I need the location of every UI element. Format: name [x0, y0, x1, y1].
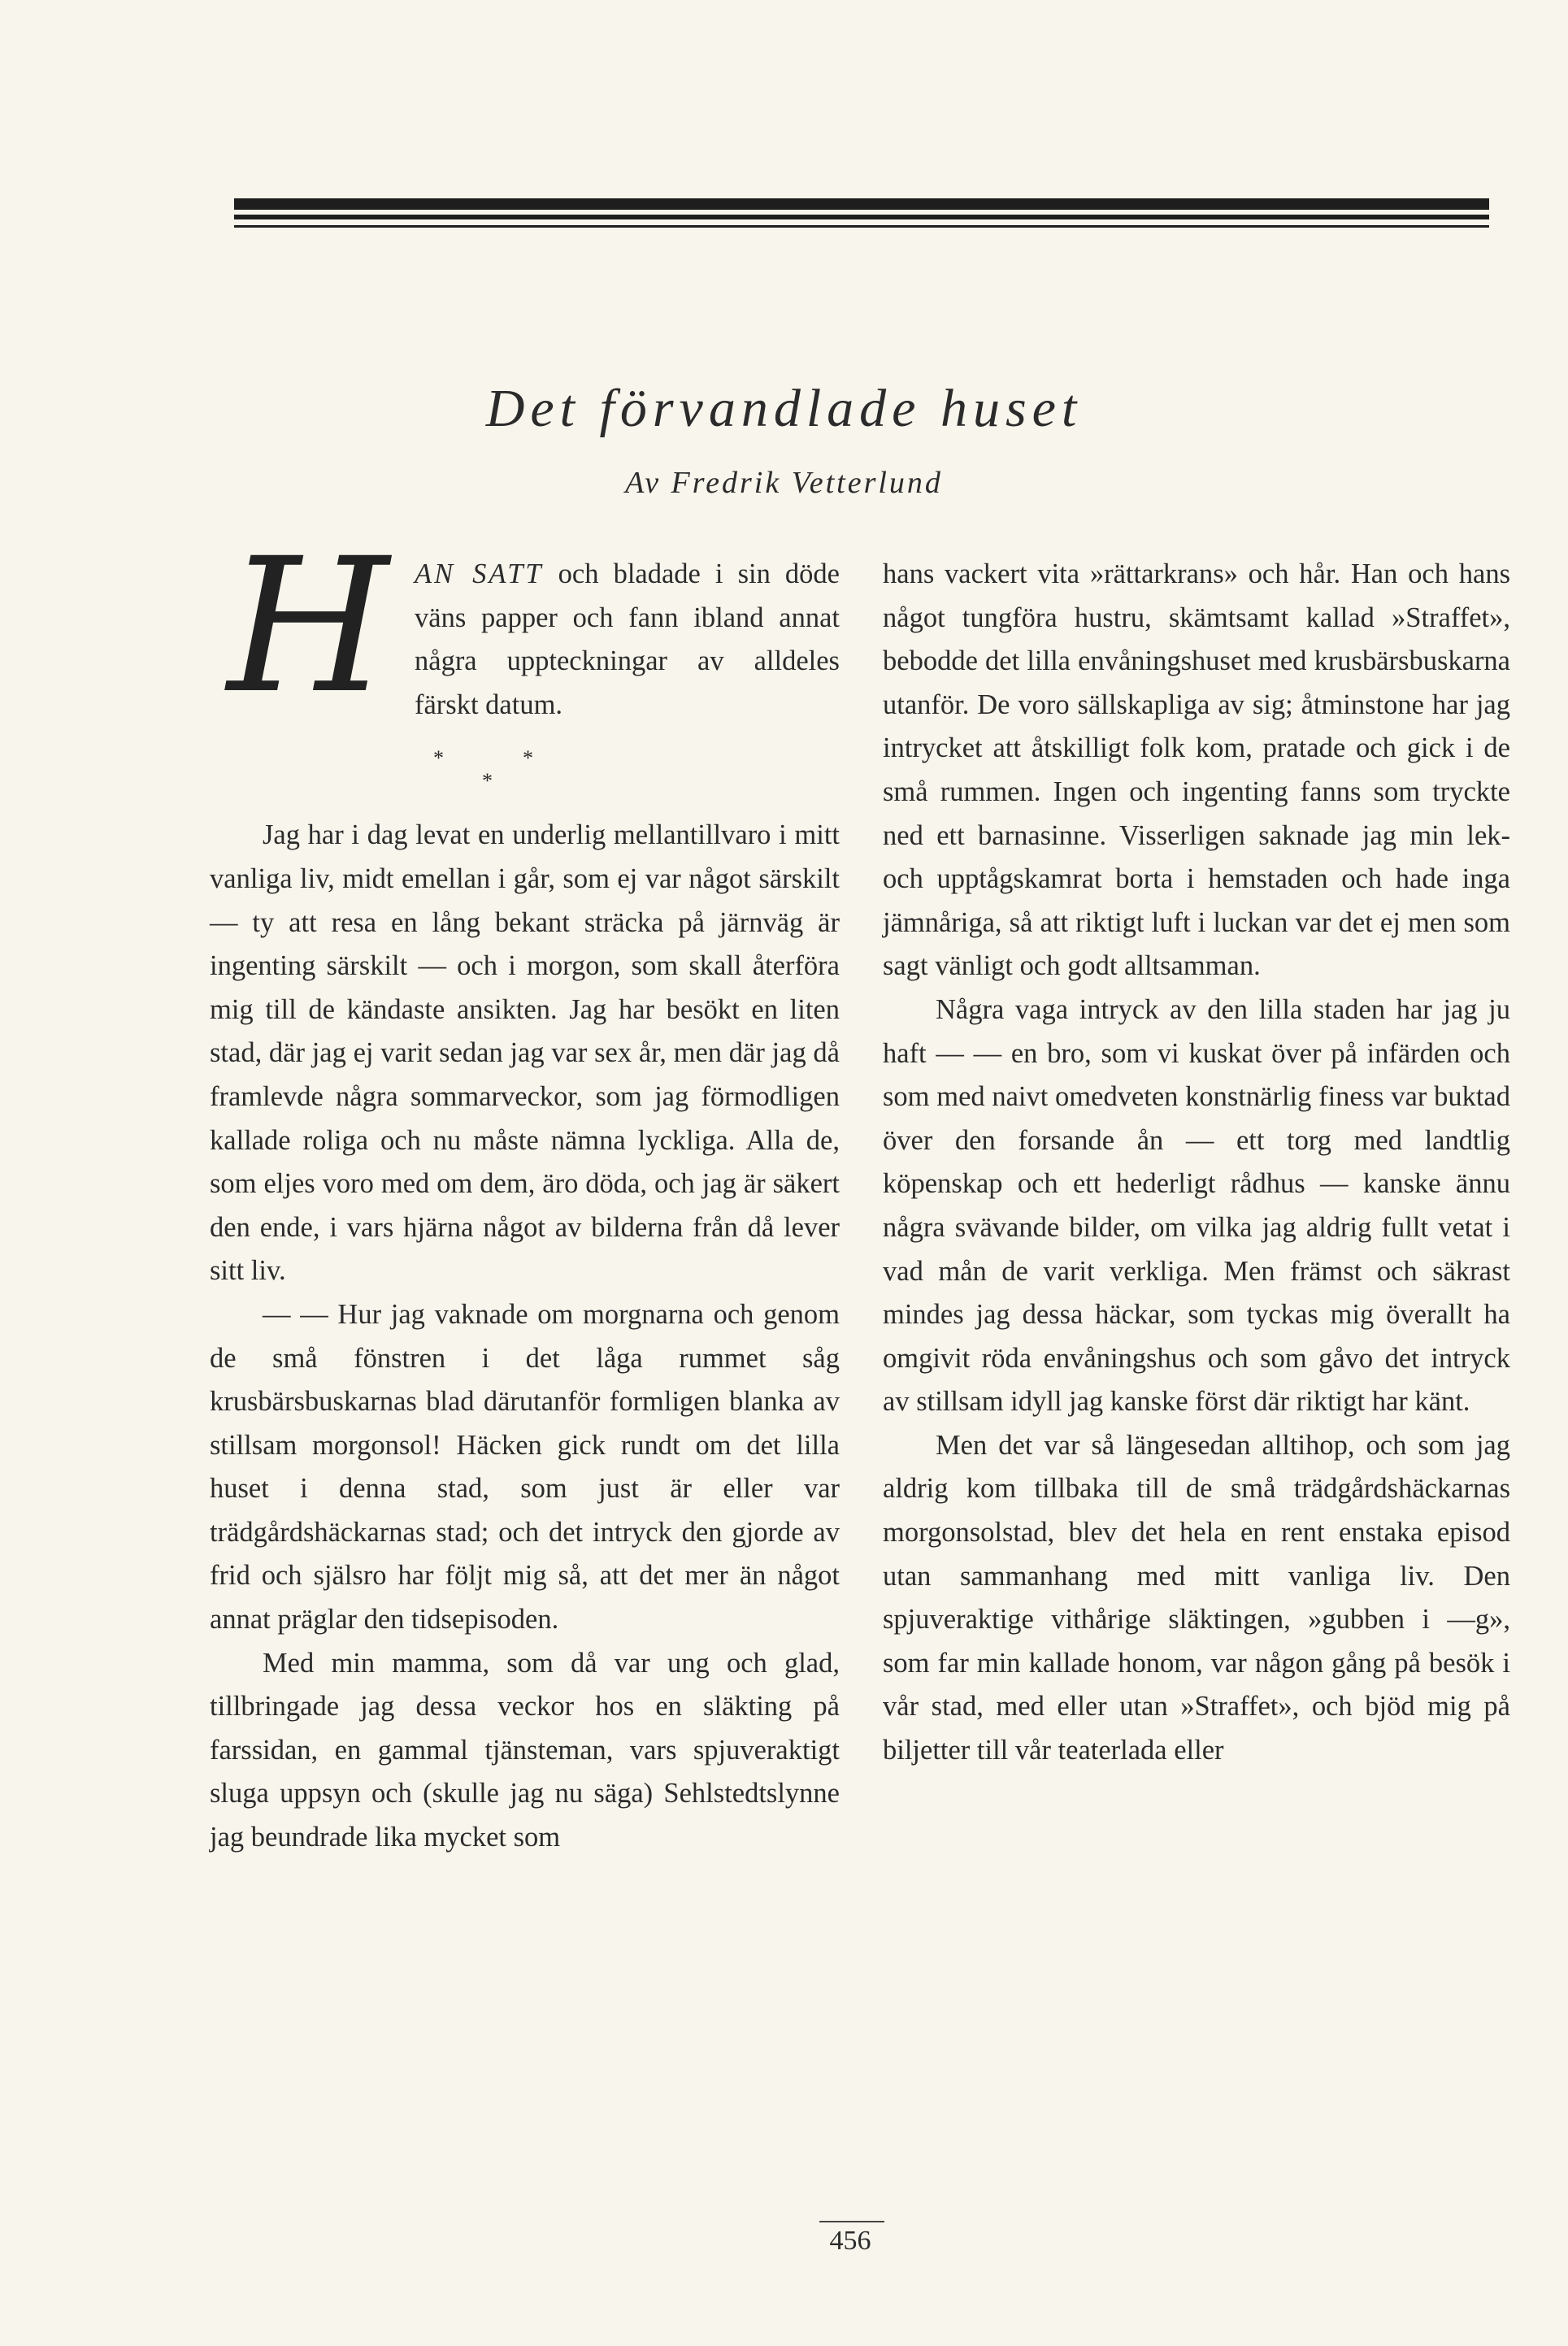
section-separator — [210, 727, 840, 814]
page-number: 456 — [829, 2226, 871, 2256]
header-rule-medium — [234, 215, 1489, 219]
paragraph: Med min mamma, som då var ung och glad, tillbringade jag dessa veckor hos en släkting på farssidan, en gammal tjänsteman, vars spjuveraktigt sluga uppsyn och (skulle jag nu säga) Sehlstedtslynne jag beundrade lika mycket som — [210, 1647, 840, 1853]
paragraph: Jag har i dag levat en underlig mellantillvaro i mitt vanliga liv, midt emellan i går, som ej var något särskilt — ty att resa en lång bekant sträcka på järnväg är ingenting särskilt — och i morgon, som skall återföra mig till de kändaste ansikten. Jag har besökt en liten stad, där jag ej varit sedan jag var sex år, men där jag då framlevde några sommarveckor, som jag förmodligen kallade roliga och nu måste nämna lyckliga. Alla de, som eljes voro med om dem, äro döda, och jag är säkert den ende, i vars hjärna något av bilderna från då lever sitt liv. — [210, 819, 840, 1287]
article-title: Det förvandlade huset — [485, 379, 1083, 438]
paragraph: Några vaga intryck av den lilla staden har jag ju haft — — en bro, som vi kuskat över på infärden och som med naivt omedveten konstnärlig finess var buktad över den forsande ån — ett torg med landtlig köpenskap och ett hederligt rådhus — kanske ännu några svävande bilder, om vilka jag aldrig fullt vetat i vad mån de varit verkliga. Men främst och säkrast mindes jag dessa häckar, som tyckas mig överallt ha omgivit röda envåningshus och som gåvo det intryck av stillsam idyll jag kanske först där riktigt har känt. — [883, 993, 1510, 1418]
opening-smallcaps: AN SATT — [415, 558, 544, 589]
article-byline: Av Fredrik Vetterlund — [625, 466, 943, 500]
opening-paragraph — [210, 518, 840, 734]
right-column — [883, 553, 1510, 1773]
header-rule-thick — [234, 198, 1489, 210]
paragraph: — — Hur jag vaknade om morgnarna och genom de små fönstren i det låga rummet såg krusbärsbuskarnas blad därutanför formligen blanka av stillsam morgonsol! Häcken gick rundt om det lilla huset i denna stad, som just är eller var trädgårdshäckarnas stad; och det intryck den gjorde av frid och själsro har följt mig så, att det mer än något annat präglar den tidsepisoden. — [210, 1298, 840, 1636]
paragraph: hans vackert vita »rättarkrans» och hår. Han och hans något tungföra hustru, skämtsamt kallad »Straffet», bebodde det lilla envåningshuset med krusbärsbuskarna utanför. De voro sällskapliga av sig; åtminstone har jag intrycket att åtskilligt folk kom, pratade och gick i de små rummen. Ingen och ingenting fanns som tryckte ned ett barnasinne. Visserligen saknade jag min lek- och upptågskamrat borta i hemstaden och hade inga jämnåriga, så att riktigt luft i luckan var det ej men som sagt vänligt och godt alltsamman. — [883, 558, 1510, 982]
opening-text: och bladade i sin döde väns papper och fann ibland annat några uppteckningar av alldeles färskt datum. — [415, 558, 840, 720]
header-rule-thin — [234, 225, 1489, 228]
header-rules — [234, 198, 1489, 232]
paragraph: Men det var så längesedan alltihop, och som jag aldrig kom tillbaka till de små trädgårdshäckarnas morgonsolstad, blev det hela en rent enstaka episod utan sammanhang med mitt vanliga liv. Den spjuveraktige vithårige släktingen, »gubben i —g», som far min kallade honom, var någon gång på besök i vår stad, med eller utan »Straffet», och bjöd mig på biljetter till vår teaterlada eller — [883, 1429, 1510, 1766]
page-number-rule — [819, 2221, 884, 2222]
left-column — [210, 518, 840, 1860]
asterism-star: * — [433, 746, 444, 771]
asterism-star: * — [523, 746, 533, 771]
drop-cap: H — [227, 518, 389, 734]
asterism-star: * — [482, 769, 493, 793]
